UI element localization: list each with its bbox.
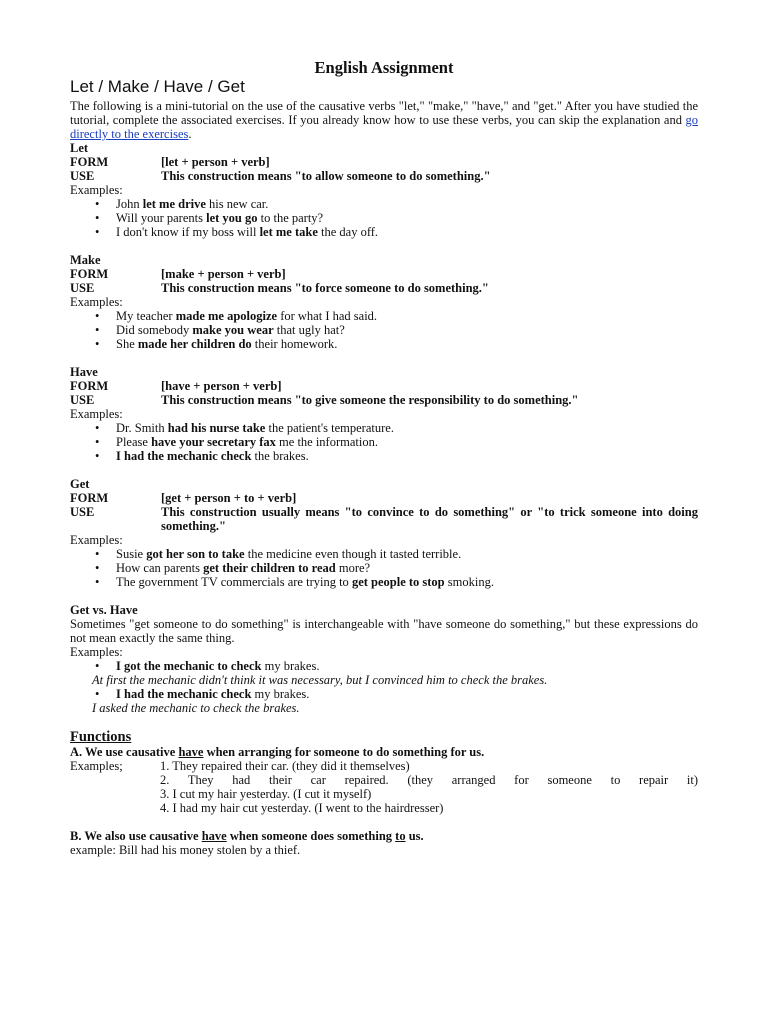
form-value: [make + person + verb] — [161, 267, 286, 281]
list-item — [116, 659, 698, 673]
examples-list — [70, 687, 698, 701]
list-item — [116, 687, 698, 701]
example-bold: made her children do — [137, 337, 252, 351]
form-value: [have + person + verb] — [161, 379, 282, 393]
example-text: The government TV commercials are trying to — [116, 575, 352, 589]
use-label: USE — [70, 505, 95, 519]
example-bold: got her son to take — [146, 547, 245, 561]
list-item: 1. They repaired their car. (they did it themselves) — [160, 759, 410, 773]
example-bold: have your secretary fax — [151, 435, 276, 449]
example-text: to the party? — [257, 211, 324, 225]
example-bold: let me take — [259, 225, 318, 239]
list-item: 4. I had my hair cut yesterday. (I went to the hairdresser) — [160, 801, 444, 815]
function-underlined: to — [395, 829, 406, 843]
intro-text: The following is a mini-tutorial on the use of the causative verbs "let," "make," "have," and "get." After you have studied the tutorial, complete the associated exercises. If you already know how to use these verbs, you can skip the explanation and — [70, 99, 698, 127]
section-get — [70, 477, 698, 589]
intro-end: . — [188, 127, 192, 141]
list-item — [116, 575, 698, 589]
section-get-vs-have — [70, 603, 698, 715]
example-text: that ugly hat? — [273, 323, 345, 337]
use-row — [70, 281, 698, 295]
example-text: I don't know if my boss will — [116, 225, 260, 239]
list-item — [116, 309, 698, 323]
example-text: She — [116, 337, 138, 351]
list-item — [116, 197, 698, 211]
function-underlined: have — [178, 745, 204, 759]
use-label: USE — [70, 169, 95, 183]
example-text: my brakes. — [261, 659, 320, 673]
exercises-link[interactable]: go directly to the exercises — [70, 113, 698, 141]
examples-label: Examples: — [70, 533, 123, 547]
example-text: for what I had said. — [277, 309, 378, 323]
function-text: when arranging for someone to do something for us. — [203, 745, 485, 759]
form-label: FORM — [70, 491, 109, 505]
examples-label: Examples: — [70, 183, 123, 197]
function-text: A. We use causative — [70, 745, 179, 759]
examples-list — [70, 309, 698, 351]
example-bold: let me drive — [142, 197, 206, 211]
examples-label: Examples: — [70, 645, 123, 659]
examples-list — [70, 421, 698, 463]
example-note: At first the mechanic didn't think it was necessary, but I convinced him to check the brakes. — [92, 673, 548, 687]
example-text: more? — [335, 561, 371, 575]
use-value: This construction means "to force someone to do something." — [161, 281, 489, 295]
use-value: This construction usually means "to convince to do something" or "to trick someone into doing something." — [161, 505, 698, 533]
form-label: FORM — [70, 155, 109, 169]
use-row — [70, 505, 698, 533]
list-item — [116, 561, 698, 575]
page-heading: Let / Make / Have / Get — [70, 77, 245, 96]
list-item: 2. They had their car repaired. (they arranged for someone to repair it) — [160, 773, 698, 787]
function-underlined: have — [201, 829, 227, 843]
example-text: me the information. — [275, 435, 378, 449]
examples-label: Examples; — [70, 759, 123, 773]
example-text: their homework. — [251, 337, 338, 351]
example-bold: make you wear — [192, 323, 274, 337]
section-name: Let — [70, 141, 89, 155]
function-a-list — [160, 759, 698, 815]
use-value: This construction means "to give someone the responsibility to do something." — [161, 393, 579, 407]
examples-label: Examples: — [70, 407, 123, 421]
form-value: [let + person + verb] — [161, 155, 270, 169]
functions-title: Functions — [70, 729, 132, 745]
examples-list — [70, 659, 698, 673]
function-a-examples — [70, 759, 698, 815]
example-text: the medicine even though it tasted terrible. — [244, 547, 462, 561]
examples-list — [70, 197, 698, 239]
example-text: John — [116, 197, 143, 211]
list-item — [116, 547, 698, 561]
function-b — [70, 829, 698, 843]
function-text: us. — [405, 829, 424, 843]
example-bold: get their children to read — [203, 561, 336, 575]
section-name: Get vs. Have — [70, 603, 138, 617]
example-text: Susie — [116, 547, 147, 561]
example-text: his new car. — [205, 197, 269, 211]
list-item — [116, 337, 698, 351]
example-bold: get people to stop — [351, 575, 445, 589]
form-label: FORM — [70, 267, 109, 281]
list-item: 3. I cut my hair yesterday. (I cut it myself) — [160, 787, 372, 801]
example-bold: had his nurse take — [167, 421, 266, 435]
section-let — [70, 141, 698, 239]
form-row — [70, 267, 698, 281]
section-have — [70, 365, 698, 463]
use-label: USE — [70, 281, 95, 295]
examples-list — [70, 547, 698, 589]
section-make — [70, 253, 698, 351]
form-row — [70, 379, 698, 393]
example-text: Will your parents — [116, 211, 207, 225]
function-text: B. We also use causative — [70, 829, 202, 843]
example-bold: I got the mechanic to check — [116, 659, 262, 673]
intro-paragraph — [70, 99, 698, 141]
list-item — [116, 449, 698, 463]
example-bold: I had the mechanic check — [116, 687, 252, 701]
example-text: the patient's temperature. — [265, 421, 394, 435]
use-row — [70, 393, 698, 407]
example-text: the brakes. — [251, 449, 309, 463]
examples-label: Examples: — [70, 295, 123, 309]
example-note: I asked the mechanic to check the brakes. — [92, 701, 300, 715]
section-name: Get — [70, 477, 90, 491]
form-row — [70, 491, 698, 505]
example-text: Dr. Smith — [116, 421, 168, 435]
section-name: Make — [70, 253, 101, 267]
comparison-paragraph: Sometimes "get someone to do something" is interchangeable with "have someone do something," but these expressions do not mean exactly the same thing. — [70, 617, 698, 645]
function-b-example: example: Bill had his money stolen by a thief. — [70, 843, 301, 857]
form-value: [get + person + to + verb] — [161, 491, 297, 505]
function-text: when someone does something — [226, 829, 396, 843]
use-row — [70, 169, 698, 183]
list-item — [116, 421, 698, 435]
list-item — [116, 435, 698, 449]
example-text: Please — [116, 435, 152, 449]
list-item — [116, 323, 698, 337]
form-label: FORM — [70, 379, 109, 393]
example-bold: let you go — [206, 211, 258, 225]
example-bold: made me apologize — [175, 309, 278, 323]
document-title: English Assignment — [314, 58, 454, 77]
example-text: How can parents — [116, 561, 204, 575]
example-text: My teacher — [116, 309, 176, 323]
example-text: Did somebody — [116, 323, 193, 337]
use-value: This construction means "to allow someone to do something." — [161, 169, 491, 183]
example-bold: I had the mechanic check — [116, 449, 252, 463]
example-text: smoking. — [444, 575, 494, 589]
form-row — [70, 155, 698, 169]
example-text: the day off. — [317, 225, 379, 239]
section-name: Have — [70, 365, 98, 379]
function-a — [70, 745, 698, 759]
list-item — [116, 225, 698, 239]
list-item — [116, 211, 698, 225]
example-text: my brakes. — [251, 687, 310, 701]
use-label: USE — [70, 393, 95, 407]
